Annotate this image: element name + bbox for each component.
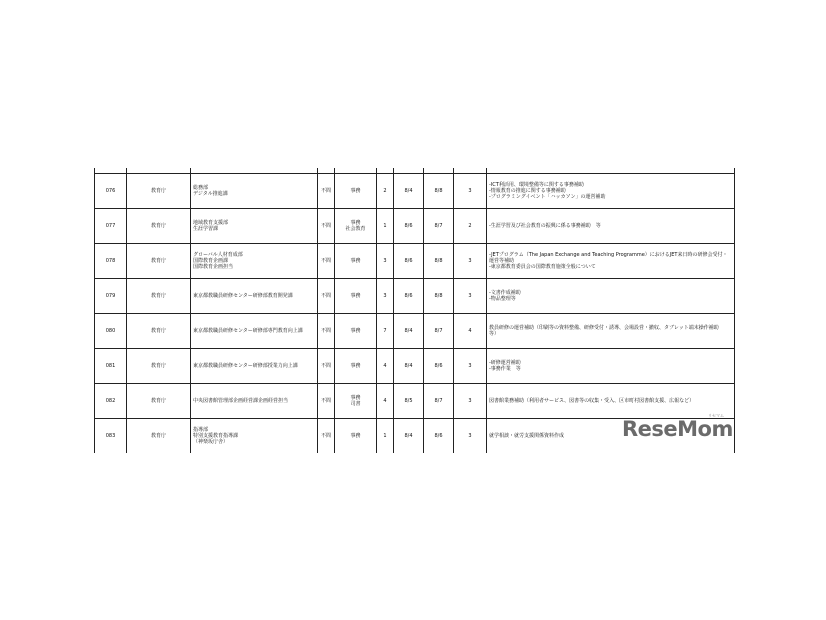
cell-work-type (335, 384, 377, 419)
cell-line: -ICT利活用、環境整備等に関する事務補助 (489, 181, 584, 188)
cell-agency: 教育庁 (127, 314, 191, 349)
cell-department (191, 209, 318, 244)
cell-line: -事務作業 等 (489, 366, 521, 372)
cell-start-date: 8/4 (394, 174, 424, 209)
cell-days: 3 (454, 384, 487, 419)
cell-start-date: 8/6 (394, 244, 424, 279)
cell-end-date: 8/7 (424, 384, 454, 419)
cell-number: 078 (95, 244, 127, 279)
cell-end-date: 8/7 (424, 209, 454, 244)
cell-days: 4 (454, 314, 487, 349)
cell-work-type (335, 174, 377, 209)
cell-days: 3 (454, 279, 487, 314)
cell-department (191, 174, 318, 209)
logo-text: ReseMom (622, 417, 733, 441)
resemom-logo (622, 413, 733, 442)
cell-end-date: 8/8 (424, 174, 454, 209)
cell-line: 運営等補助 (489, 257, 515, 264)
cell-end-date: 8/8 (424, 279, 454, 314)
cell-work-type (335, 209, 377, 244)
cell-days: 2 (454, 209, 487, 244)
cell-number: 079 (95, 279, 127, 314)
internship-table (94, 168, 735, 453)
cell-agency: 教育庁 (127, 209, 191, 244)
cell-agency: 教育庁 (127, 349, 191, 384)
cell-qualification: 不問 (318, 279, 335, 314)
cell-qualification: 不問 (318, 349, 335, 384)
cell-line: -東京都教育委員会の国際教育施策全般について (489, 264, 596, 271)
cell-duties (487, 244, 735, 279)
cell-start-date: 8/4 (394, 419, 424, 454)
cell-duties (487, 279, 735, 314)
cell-number: 077 (95, 209, 127, 244)
cell-line: 事務 (350, 327, 361, 334)
cell-duties (487, 314, 735, 349)
cell-agency: 教育庁 (127, 419, 191, 454)
table-row (95, 174, 735, 209)
cell-headcount: 4 (377, 384, 394, 419)
cell-line: 事務 (350, 432, 361, 439)
cell-line: （神楽坂庁舎） (193, 439, 229, 446)
cell-line: -プログラミングイベント「ハッカソン」の運営補助 (489, 194, 606, 201)
cell-line: 中央図書館管理部企画経営課企画経営担当 (193, 397, 289, 404)
cell-end-date: 8/6 (424, 349, 454, 384)
cell-headcount: 1 (377, 209, 394, 244)
cell-headcount: 2 (377, 174, 394, 209)
cell-line: 事務 (350, 187, 361, 194)
table-row (95, 279, 735, 314)
cell-line: -JETプログラム（The Japan Exchange and Teaching Programme）におけるJET来日時の研修会受付・ (489, 251, 728, 258)
cell-line: 司書 (350, 401, 361, 407)
cell-line: -文書作成補助 (489, 289, 521, 296)
cell-qualification: 不問 (318, 174, 335, 209)
cell-agency: 教育庁 (127, 174, 191, 209)
cell-end-date: 8/7 (424, 314, 454, 349)
cell-start-date: 8/4 (394, 349, 424, 384)
cell-line: 図書館業務補助（利用者サービス、図書等の収集・受入、区市町村図書館支援、広報など） (489, 397, 695, 404)
table-row (95, 244, 735, 279)
cell-duties (487, 384, 735, 419)
cell-qualification: 不問 (318, 244, 335, 279)
cell-line: 事務 (350, 257, 361, 264)
cell-days: 3 (454, 244, 487, 279)
cell-duties (487, 174, 735, 209)
cell-end-date: 8/8 (424, 244, 454, 279)
cell-line: グローバル人材育成部 (193, 251, 243, 258)
cell-agency: 教育庁 (127, 244, 191, 279)
cell-qualification: 不問 (318, 384, 335, 419)
cell-line: -情報教育の推進に関する事務補助 (489, 187, 566, 194)
cell-qualification: 不問 (318, 419, 335, 454)
cell-department (191, 314, 318, 349)
cell-days: 3 (454, 174, 487, 209)
cell-qualification: 不問 (318, 314, 335, 349)
cell-work-type (335, 349, 377, 384)
cell-line: -物品整理等 (489, 296, 516, 302)
cell-work-type (335, 419, 377, 454)
cell-number: 076 (95, 174, 127, 209)
cell-department (191, 384, 318, 419)
cell-headcount: 7 (377, 314, 394, 349)
cell-department (191, 419, 318, 454)
cell-line: 東京都教職員研修センター研修部授業力向上課 (193, 362, 298, 369)
cell-agency: 教育庁 (127, 384, 191, 419)
cell-department (191, 279, 318, 314)
cell-line: 指導部 (193, 426, 209, 433)
cell-start-date: 8/6 (394, 279, 424, 314)
cell-line: デジタル推進課 (193, 191, 228, 197)
cell-work-type (335, 279, 377, 314)
table-row (95, 209, 735, 244)
cell-number: 081 (95, 349, 127, 384)
cell-work-type (335, 244, 377, 279)
cell-duties (487, 349, 735, 384)
logo-subtext: リセマム (708, 413, 724, 418)
cell-line: 地域教育支援部 (193, 219, 229, 226)
cell-department (191, 349, 318, 384)
cell-qualification: 不問 (318, 209, 335, 244)
cell-work-type (335, 314, 377, 349)
cell-start-date: 8/4 (394, 314, 424, 349)
spreadsheet (94, 168, 734, 451)
cell-number: 082 (95, 384, 127, 419)
cell-line: 等） (489, 331, 500, 337)
cell-agency: 教育庁 (127, 279, 191, 314)
cell-duties (487, 209, 735, 244)
cell-headcount: 1 (377, 419, 394, 454)
cell-number: 080 (95, 314, 127, 349)
cell-days: 3 (454, 349, 487, 384)
cell-end-date: 8/6 (424, 419, 454, 454)
cell-line: 特別支援教育指導課 (193, 432, 239, 439)
table-row (95, 314, 735, 349)
cell-line: 教員研修の運営補助（印刷等の資料整備、研修受付・誘導、会場設営・撤収、タブレット端末操作補助 (489, 324, 719, 331)
cell-line: 国際教育企画担当 (193, 264, 234, 271)
cell-line: 国際教育企画課 (193, 257, 229, 264)
cell-line: 東京都教職員研修センター研修部教育開発課 (193, 292, 293, 299)
cell-line: 事務 (350, 362, 361, 369)
cell-headcount: 4 (377, 349, 394, 384)
cell-line: 東京都教職員研修センター研修部専門教育向上課 (193, 327, 303, 334)
cell-number: 083 (95, 419, 127, 454)
cell-line: 事務 (350, 292, 361, 299)
cell-line: 総務部 (193, 184, 209, 191)
cell-line: 就学相談・就労支援関係資料作成 (489, 432, 565, 439)
cell-headcount: 3 (377, 279, 394, 314)
cell-line: 生涯学習課 (193, 226, 219, 232)
cell-line: 事務 (350, 394, 361, 401)
cell-line: 事務 (350, 219, 361, 226)
cell-start-date: 8/6 (394, 209, 424, 244)
cell-line: -研修運営補助 (489, 359, 521, 366)
cell-line: 社会教育 (345, 226, 366, 232)
cell-start-date: 8/5 (394, 384, 424, 419)
table-row (95, 384, 735, 419)
cell-days: 3 (454, 419, 487, 454)
cell-department (191, 244, 318, 279)
cell-headcount: 3 (377, 244, 394, 279)
cell-line: -生涯学習及び社会教育の振興に係る事務補助 等 (489, 222, 601, 229)
table-row (95, 349, 735, 384)
